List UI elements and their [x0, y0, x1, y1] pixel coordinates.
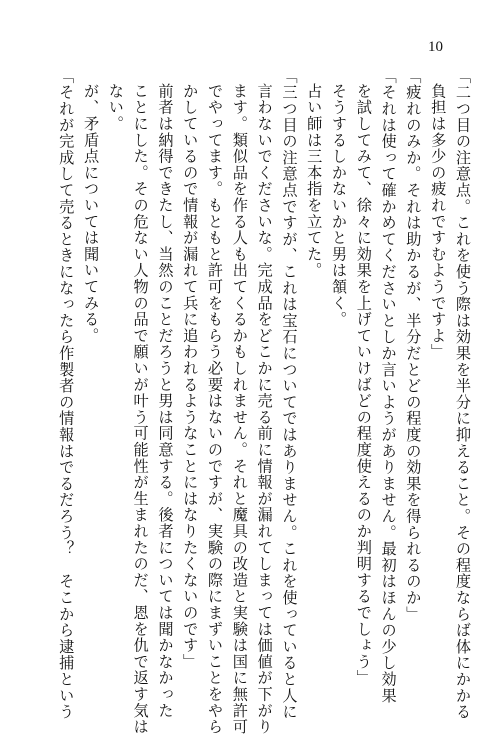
text-line: 「三つ目の注意点ですが、これは宝石についてではありません。これを使っていると人に: [280, 68, 299, 720]
page-number: 10: [428, 39, 443, 55]
text-line: 「それは使って確かめてくださいとしか言いようがありません。最初はほんの少し効果: [379, 68, 398, 704]
text-line: ない。: [106, 83, 125, 132]
text-line: 前者は納得できたし、当然のことだろうと男は同意する。後者については聞かなかった: [156, 83, 175, 719]
text-line: かしているので情報が漏れて兵に追われるようなことにはなりたくないのです」: [181, 83, 200, 670]
text-line: 「二つ目の注意点。これを使う際は効果を半分に抑えること。その程度ならば体にかかる: [454, 68, 472, 720]
text-line: ます。類似品を作る人も出てくるかもしれません。それと魔具の改造と実験は国に無許可: [230, 83, 249, 735]
vertical-text-body: [57, 68, 475, 735]
text-line: が、矛盾点については聞いてみる。: [82, 83, 101, 344]
text-line: 「それが完成して売るときになったら作製者の情報はでるだろう？ そこから逮捕という: [57, 68, 76, 720]
text-line: 負担は多少の疲れですむようですよ」: [429, 83, 448, 361]
text-line: 言わないでくださいな。完成品をどこかに売る前に情報が漏れてしまっては価値が下がり: [255, 83, 274, 735]
text-line: 「疲れのみか。それは助かるが、半分だとどの程度の効果を得られるのか」: [404, 68, 423, 623]
text-line: を試してみて、徐々に効果を上げていけばどの程度使えるのか判明するでしょう」: [354, 83, 373, 687]
text-line: そうするしかないかと男は頷く。: [330, 83, 349, 328]
text-line: 占い師は三本指を立てた。: [305, 83, 324, 279]
text-line: でやってます。もともと許可をもらう必要はないのですが、実験の際にまずいことをやら: [206, 83, 225, 735]
text-line: ことにした。その危ない人物の品で願いが叶う可能性が生まれたのだ、恩を仇で返す気は: [131, 83, 150, 735]
